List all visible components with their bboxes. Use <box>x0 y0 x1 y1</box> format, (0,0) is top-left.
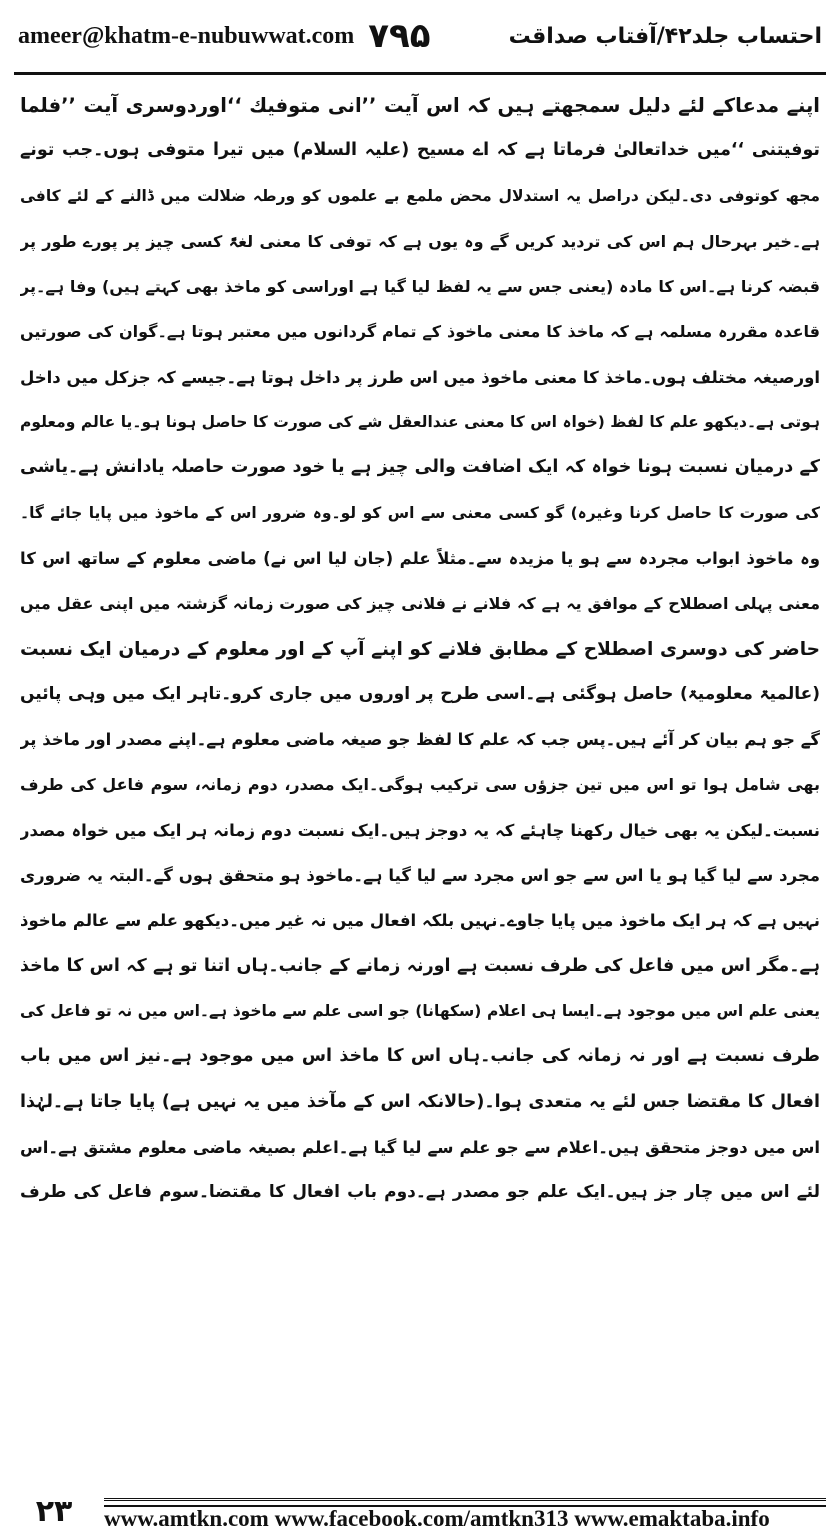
body-line: ہوتی ہے۔دیکھو علم کا لفظ (خواہ اس کا معنی عندالعقل شے کی صورت کا حاصل ہونا ہو۔یا عالم ومعلوم <box>20 413 820 432</box>
footer-links: www.amtkn.com www.facebook.com/amtkn313 www.emaktaba.info <box>104 1506 770 1531</box>
header-book-title: احتساب جلد۴۲/آفتاب صداقت <box>508 23 822 49</box>
body-line: اورصیغہ مختلف ہوں۔ماخذ کا معنی ماخوذ میں اس طرز پر داخل ہوتا ہے۔جیسے کہ جزکل میں داخل <box>20 367 820 387</box>
header-email: ameer@khatm-e-nubuwwat.com <box>18 22 355 49</box>
body-line: لئے اس میں چار جز ہیں۔ایک علم جو مصدر ہے۔دوم باب افعال کا مقتضا۔سوم فاعل کی طرف <box>20 1182 820 1203</box>
body-line: افعال کا مقتضا جس لئے یہ متعدی ہوا۔(حالانکہ اس کے مآخذ میں یہ نہیں ہے) پایا جاتا ہے۔لہٰذا <box>20 1091 820 1112</box>
footer-page-number: ۲۳ <box>35 1494 73 1529</box>
body-line: قبضہ کرنا ہے۔اس کا مادہ (یعنی جس سے یہ لفظ لیا گیا ہے اوراسی کو ماخذ بھی کہتے ہیں) وفا ہے۔پر <box>20 277 820 297</box>
body-line: قاعدہ مقررہ مسلمہ ہے کہ ماخذ کا معنی ماخوذ کے تمام گردانوں میں معتبر ہوتا ہے۔گوان کی صورتیں <box>20 322 820 342</box>
body-line: طرف نسبت ہے اور نہ زمانہ کی جانب۔ہاں اس کا ماخذ اس میں موجود ہے۔نیز اس میں باب <box>20 1046 820 1067</box>
page-body-text <box>14 75 826 1215</box>
body-line: نسبت۔لیکن یہ بھی خیال رکھنا چاہئے کہ یہ دوجز ہیں۔ایک نسبت دوم زمانہ ہر ایک میں خواہ مصدر <box>20 820 820 840</box>
body-line: مجھ کوتوفی دی۔لیکن دراصل یہ استدلال محض ملمع بے علموں کو ورطہ ضلالت میں ڈالنے کے لئے کافی <box>20 186 820 205</box>
body-line: بھی شامل ہوا تو اس میں تین جزؤں سی ترکیب ہوگی۔ایک مصدر، دوم زمانہ، سوم فاعل کی طرف <box>20 775 820 795</box>
body-line: نہیں ہے کہ ہر ایک ماخوذ میں پایا جاوے۔نہیں بلکہ افعال میں نہ غیر میں۔دیکھو علم سے عالم ماخوذ <box>20 911 820 931</box>
page-header <box>14 0 826 75</box>
header-page-number: ۷۹۵ <box>368 16 431 56</box>
body-line: کے درمیان نسبت ہونا خواہ کہ ایک اضافت والی چیز ہے یا خود صورت حاصلہ یادانش ہے۔یاشی <box>20 457 820 478</box>
body-line: یعنی علم اس میں موجود ہے۔ایسا ہی اعلام (سکھانا) جو اسی علم سے ماخوذ ہے۔اس میں نہ تو فاعل کی <box>20 1001 820 1020</box>
body-line: مجرد سے لیا گیا ہو یا اس سے جو اس مجرد سے لیا گیا ہے۔ماخوذ ہو متحقق ہوں گے۔البتہ یہ ضروری <box>20 866 820 886</box>
body-line: توفیتنی ‘‘میں خداتعالیٰ فرماتا ہے کہ اے مسیح (علیہ السلام) میں تیرا متوفی ہوں۔جب تونے <box>20 140 820 161</box>
header-left-group <box>18 16 431 56</box>
body-line: ہے۔مگر اس میں فاعل کی طرف نسبت ہے اورنہ زمانے کے جانب۔ہاں اتنا تو ہے کہ اس کا ماخذ <box>20 955 820 976</box>
body-line: اپنے مدعاکے لئے دلیل سمجھتے ہیں کہ اس آیت ’’انی متوفیك ‘‘اوردوسری آیت ’’فلما <box>20 94 820 117</box>
body-line: حاضر کی دوسری اصطلاح کے مطابق فلانے کو اپنے آپ کے اور معلوم کے درمیان ایک نسبت <box>20 638 820 660</box>
body-line: (عالمیۃ معلومیۃ) حاصل ہوگئی ہے۔اسی طرح پر اوروں میں جاری کرو۔تاہر ایک میں وہی پائیں <box>20 683 820 704</box>
body-line: معنی پہلی اصطلاح کے موافق یہ ہے کہ فلانے نے فلانی چیز کی صورت زمانہ گزشتہ میں اپنی عقل میں <box>20 594 820 614</box>
body-line: ہے۔خیر بہرحال ہم اس کی تردید کریں گے وہ یوں ہے کہ توفی کا معنی لغۃً کسی چیز پر پورے طور پر <box>20 231 820 251</box>
body-line: کی صورت کا حاصل کرنا وغیرہ) گو کسی معنی سے اس کو لو۔وہ ضرور اس کے ماخوذ میں پایا جائے گا۔ <box>20 503 820 522</box>
footer-rule <box>104 1498 826 1507</box>
page-footer <box>14 1490 826 1534</box>
body-line: وہ ماخوذ ابواب مجردہ سے ہو یا مزیدہ سے۔مثلاً علم (جان لیا اس نے) ماضی معلوم کے ساتھ اس کا <box>20 548 820 568</box>
body-line: گے جو ہم بیان کر آئے ہیں۔پس جب کہ علم کا لفظ جو صیغہ ماضی معلوم ہے۔اپنے مصدر اور ماخذ پر <box>20 730 820 750</box>
body-line: اس میں دوجز متحقق ہیں۔اعلام سے جو علم سے لیا گیا ہے۔اعلم بصیغہ ماضی معلوم مشتق ہے۔اس <box>20 1137 820 1157</box>
